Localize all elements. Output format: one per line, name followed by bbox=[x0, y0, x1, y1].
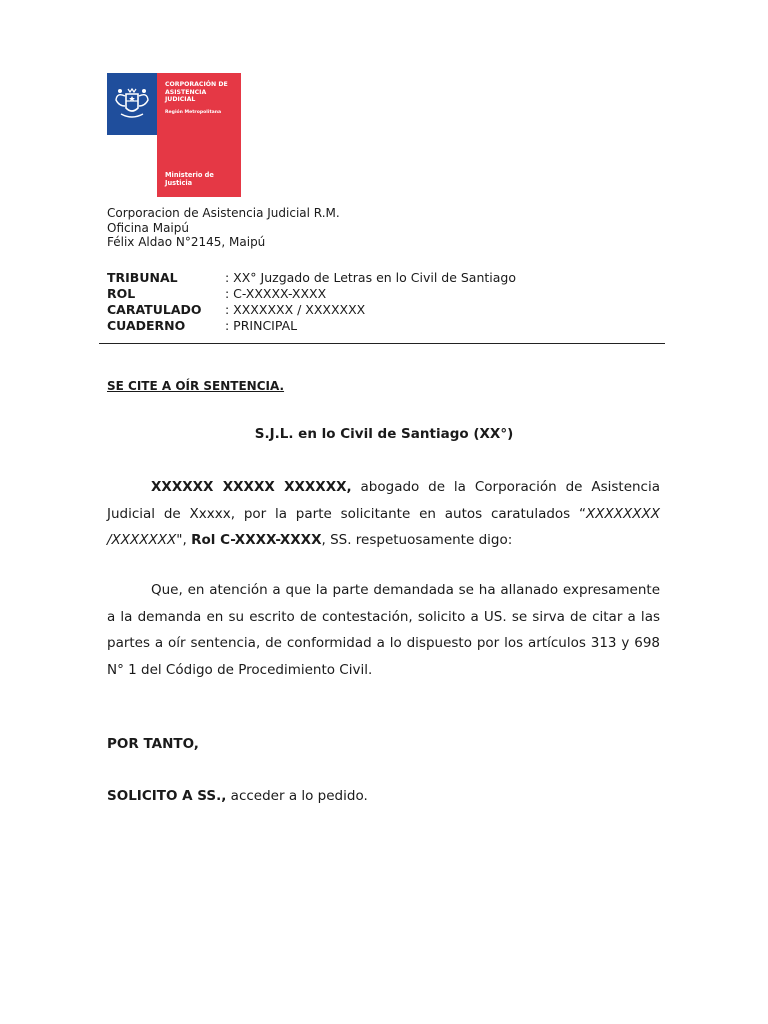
header-divider bbox=[99, 343, 665, 344]
case-rol: Rol C-XXXX-XXXX bbox=[191, 532, 322, 548]
paragraph-text: abogado de la Corporación de Asistencia Judicial de Xxxxx, por la parte solicitante en autos caratulados “ bbox=[107, 479, 660, 522]
case-label: CUADERNO bbox=[107, 318, 186, 333]
case-value: : PRINCIPAL bbox=[225, 318, 298, 333]
petition-text: acceder a lo pedido. bbox=[226, 788, 368, 804]
logo-org-line: ASISTENCIA bbox=[165, 88, 207, 96]
address-line: Corporacion de Asistencia Judicial R.M. bbox=[107, 206, 340, 220]
institution-logo bbox=[107, 73, 241, 197]
coat-of-arms-icon bbox=[111, 84, 153, 124]
paragraph-request: Que, en atención a que la parte demandada se ha allanado expresamente a la demanda en su escrito de contestación, solicito a US. se sirva de citar a las partes a oír sentencia, de conformidad a lo dispuesto por los artículos 313 y 698 N° 1 del Código de Procedimiento Civil. bbox=[107, 582, 660, 678]
logo-org-line: CORPORACIÓN DE bbox=[165, 81, 228, 88]
address-line: Oficina Maipú bbox=[107, 220, 189, 235]
paragraph-intro bbox=[107, 474, 660, 554]
case-row-caratulado bbox=[107, 302, 516, 318]
petition-label: SOLICITO A SS., bbox=[107, 788, 227, 804]
por-tanto: POR TANTO, bbox=[107, 736, 199, 752]
case-label: CARATULADO bbox=[107, 302, 202, 317]
logo-white-field bbox=[107, 135, 157, 197]
document-subject: SE CITE A OÍR SENTENCIA. bbox=[107, 379, 285, 393]
case-value: : C-XXXXX-XXXX bbox=[225, 286, 327, 301]
case-label: TRIBUNAL bbox=[107, 270, 178, 285]
sender-address bbox=[107, 206, 340, 250]
lawyer-name: XXXXXX XXXXX XXXXXX, bbox=[151, 479, 352, 495]
logo-org-name bbox=[165, 81, 239, 104]
case-value: : XX° Juzgado de Letras en lo Civil de Santiago bbox=[225, 270, 517, 285]
logo-region: Región Metropolitana bbox=[165, 110, 222, 115]
case-row-rol bbox=[107, 286, 516, 302]
logo-flag-panel bbox=[107, 73, 157, 197]
paragraph-text: , SS. respetuosamente digo: bbox=[321, 532, 513, 548]
logo-ministry-line: Justicia bbox=[165, 179, 193, 187]
case-value: : XXXXXXX / XXXXXXX bbox=[225, 302, 366, 317]
case-label: ROL bbox=[107, 286, 136, 301]
case-metadata bbox=[107, 270, 516, 334]
case-caption: XXXXXXXX /XXXXXXX bbox=[107, 505, 660, 548]
logo-ministry bbox=[165, 171, 239, 187]
logo-blue-field bbox=[107, 73, 157, 135]
case-row-cuaderno bbox=[107, 318, 516, 334]
address-line: Félix Aldao N°2145, Maipú bbox=[107, 235, 266, 250]
addressee: S.J.L. en lo Civil de Santiago (XX°) bbox=[254, 426, 514, 442]
logo-ministry-line: Ministerio de bbox=[165, 171, 214, 179]
paragraph-text: ", bbox=[176, 532, 192, 548]
petition bbox=[107, 788, 368, 804]
case-row-tribunal bbox=[107, 270, 516, 286]
logo-org-line: JUDICIAL bbox=[165, 96, 196, 103]
logo-red-panel bbox=[157, 73, 241, 197]
